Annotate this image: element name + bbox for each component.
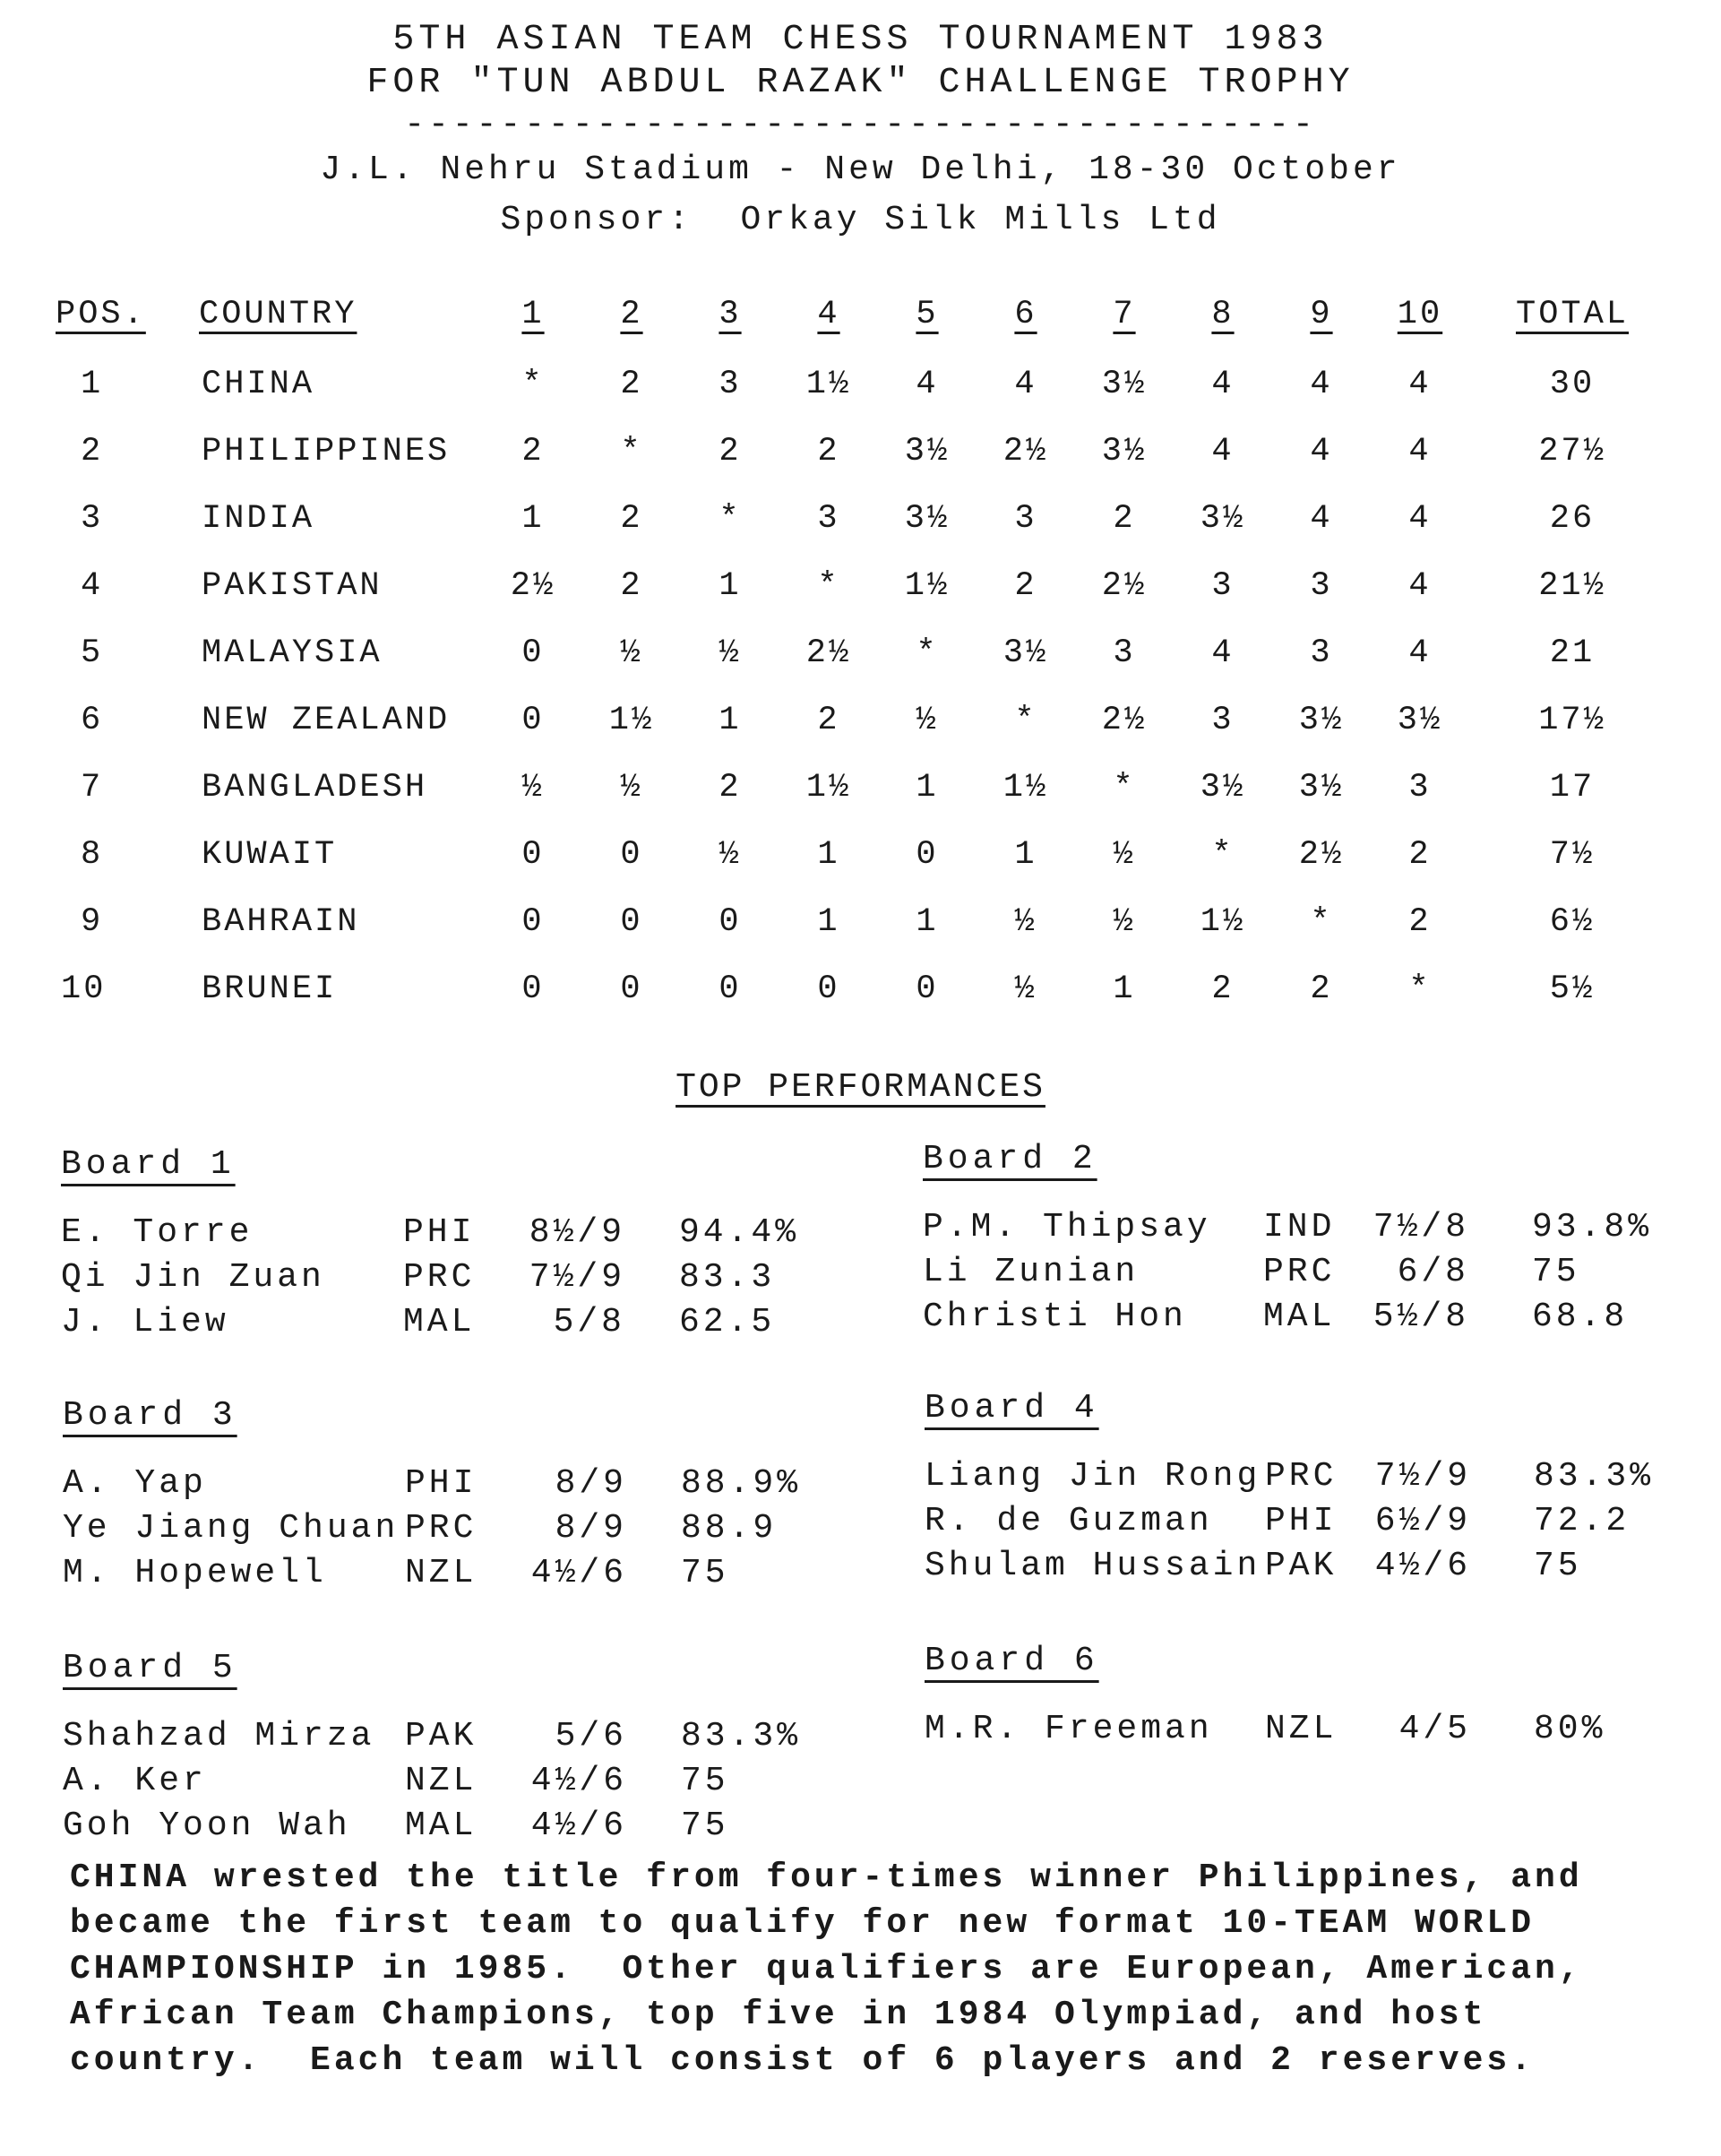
row-score: 4 bbox=[1211, 634, 1235, 672]
row-pos: 8 bbox=[81, 836, 104, 874]
row-score: ½ bbox=[719, 634, 742, 672]
player-percentage: 62.5 bbox=[679, 1303, 776, 1341]
row-score: 2 bbox=[719, 433, 742, 470]
player-percentage: 75 bbox=[1534, 1547, 1582, 1585]
row-country: BANGLADESH bbox=[202, 769, 428, 806]
player-name: R. de Guzman bbox=[925, 1502, 1213, 1540]
row-score: 2 bbox=[1211, 970, 1235, 1008]
player-score: 7½/9 bbox=[1374, 1457, 1471, 1496]
row-pos: 7 bbox=[81, 769, 104, 806]
row-score: 3½ bbox=[1101, 433, 1148, 470]
row-score: 4 bbox=[1408, 500, 1432, 538]
row-score: ½ bbox=[1113, 903, 1136, 941]
row-pos: 4 bbox=[81, 567, 104, 605]
row-score: ½ bbox=[719, 836, 742, 874]
row-country: BRUNEI bbox=[202, 970, 338, 1008]
board-title: Board 6 bbox=[925, 1642, 1099, 1680]
player-team: PAK bbox=[1265, 1547, 1338, 1585]
player-score: 8/9 bbox=[555, 1509, 627, 1548]
row-pos: 5 bbox=[81, 634, 104, 672]
board-title: Board 1 bbox=[61, 1145, 236, 1184]
row-score: 4 bbox=[1408, 433, 1432, 470]
player-team: PHI bbox=[405, 1464, 478, 1503]
player-team: PRC bbox=[403, 1258, 476, 1297]
row-score: 3 bbox=[1310, 567, 1333, 605]
row-score: 1 bbox=[817, 903, 840, 941]
row-score: 2 bbox=[1408, 903, 1432, 941]
row-score: * bbox=[1408, 970, 1432, 1008]
row-pos: 2 bbox=[81, 433, 104, 470]
row-country: INDIA bbox=[202, 500, 315, 538]
row-total: 17½ bbox=[1538, 702, 1606, 739]
row-score: 2 bbox=[1408, 836, 1432, 874]
doc-subtitle: FOR "TUN ABDUL RAZAK" CHALLENGE TROPHY bbox=[366, 63, 1355, 103]
player-score: 7½/9 bbox=[529, 1258, 625, 1297]
row-score: 2½ bbox=[1101, 567, 1148, 605]
player-name: A. Yap bbox=[63, 1464, 207, 1503]
header-total: TOTAL bbox=[1515, 296, 1630, 333]
row-score: * bbox=[719, 500, 742, 538]
row-score: 2 bbox=[521, 433, 545, 470]
row-pos: 10 bbox=[61, 970, 107, 1008]
row-score: 2½ bbox=[1298, 836, 1345, 874]
player-score: 4½/6 bbox=[530, 1807, 627, 1845]
header-col: 9 bbox=[1310, 296, 1333, 333]
row-total: 17 bbox=[1549, 769, 1596, 806]
row-score: 3 bbox=[1408, 769, 1432, 806]
row-score: 1 bbox=[817, 836, 840, 874]
player-team: MAL bbox=[403, 1303, 476, 1341]
row-score: ½ bbox=[1014, 970, 1037, 1008]
player-name: Shulam Hussain bbox=[925, 1547, 1261, 1585]
row-score: 1 bbox=[719, 567, 742, 605]
row-score: * bbox=[620, 433, 643, 470]
sponsor-line: Sponsor: Orkay Silk Mills Ltd bbox=[500, 201, 1221, 239]
row-score: 1½ bbox=[1002, 769, 1049, 806]
row-total: 27½ bbox=[1538, 433, 1606, 470]
footer-line: African Team Champions, top five in 1984 Olympiad, and host bbox=[70, 1996, 1487, 2034]
footer-line: country. Each team will consist of 6 players and 2 reserves. bbox=[70, 2041, 1536, 2080]
row-score: 2½ bbox=[510, 567, 556, 605]
player-name: Shahzad Mirza bbox=[63, 1717, 375, 1755]
player-name: Li Zunian bbox=[923, 1253, 1140, 1291]
row-score: 2 bbox=[620, 500, 643, 538]
player-score: 6/8 bbox=[1397, 1253, 1469, 1291]
row-score: 3 bbox=[719, 366, 742, 403]
header-col: 7 bbox=[1113, 296, 1136, 333]
row-score: 1 bbox=[1014, 836, 1037, 874]
player-score: 4/5 bbox=[1398, 1710, 1471, 1748]
row-score: 3½ bbox=[1298, 769, 1345, 806]
player-percentage: 83.3% bbox=[1534, 1457, 1655, 1496]
row-score: 2½ bbox=[1101, 702, 1148, 739]
board-title: Board 5 bbox=[63, 1649, 237, 1687]
row-score: 2 bbox=[1113, 500, 1136, 538]
player-team: PAK bbox=[405, 1717, 478, 1755]
row-total: 26 bbox=[1549, 500, 1596, 538]
player-percentage: 88.9 bbox=[681, 1509, 778, 1548]
row-score: 0 bbox=[521, 970, 545, 1008]
row-pos: 6 bbox=[81, 702, 104, 739]
row-score: 4 bbox=[1310, 500, 1333, 538]
row-score: 3½ bbox=[1002, 634, 1049, 672]
player-name: Qi Jin Zuan bbox=[61, 1258, 325, 1297]
row-pos: 1 bbox=[81, 366, 104, 403]
row-score: 0 bbox=[521, 836, 545, 874]
row-score: 4 bbox=[1408, 366, 1432, 403]
header-col: 1 bbox=[521, 296, 545, 333]
player-name: E. Torre bbox=[61, 1213, 254, 1252]
row-score: 0 bbox=[620, 970, 643, 1008]
player-team: NZL bbox=[405, 1762, 478, 1800]
row-score: 3½ bbox=[1200, 769, 1246, 806]
footer-line: CHINA wrested the title from four-times winner Philippines, and bbox=[70, 1858, 1583, 1897]
row-score: 3 bbox=[1211, 567, 1235, 605]
row-score: 2 bbox=[817, 702, 840, 739]
player-percentage: 80% bbox=[1534, 1710, 1606, 1748]
header-col: 5 bbox=[916, 296, 939, 333]
board-title: Board 4 bbox=[925, 1389, 1099, 1427]
row-total: 21 bbox=[1549, 634, 1596, 672]
row-score: 1½ bbox=[904, 567, 951, 605]
player-percentage: 72.2 bbox=[1534, 1502, 1631, 1540]
row-country: CHINA bbox=[202, 366, 315, 403]
player-percentage: 75 bbox=[1532, 1253, 1580, 1291]
row-total: 7½ bbox=[1549, 836, 1596, 874]
player-team: PRC bbox=[1263, 1253, 1336, 1291]
player-score: 4½/6 bbox=[530, 1554, 627, 1592]
row-score: 3½ bbox=[1298, 702, 1345, 739]
header-country: COUNTRY bbox=[199, 296, 357, 333]
header-col: 8 bbox=[1211, 296, 1235, 333]
row-score: 1 bbox=[916, 903, 939, 941]
row-score: 3 bbox=[1014, 500, 1037, 538]
player-team: PHI bbox=[403, 1213, 476, 1252]
row-score: 2½ bbox=[805, 634, 852, 672]
row-country: PHILIPPINES bbox=[202, 433, 451, 470]
venue-line: J.L. Nehru Stadium - New Delhi, 18-30 October bbox=[320, 151, 1401, 189]
player-name: M.R. Freeman bbox=[925, 1710, 1213, 1748]
row-score: * bbox=[1113, 769, 1136, 806]
footer-line: became the first team to qualify for new format 10-TEAM WORLD bbox=[70, 1904, 1536, 1943]
row-country: MALAYSIA bbox=[202, 634, 383, 672]
row-score: 4 bbox=[1408, 567, 1432, 605]
footer-line: CHAMPIONSHIP in 1985. Other qualifiers are European, American, bbox=[70, 1950, 1583, 1988]
row-score: 4 bbox=[916, 366, 939, 403]
player-percentage: 75 bbox=[681, 1807, 729, 1845]
header-col: 4 bbox=[817, 296, 840, 333]
row-score: 3 bbox=[1310, 634, 1333, 672]
row-score: 3½ bbox=[1101, 366, 1148, 403]
row-country: PAKISTAN bbox=[202, 567, 383, 605]
row-score: 0 bbox=[620, 836, 643, 874]
board-title: Board 2 bbox=[923, 1140, 1097, 1178]
row-score: 1½ bbox=[805, 366, 852, 403]
header-col: 3 bbox=[719, 296, 742, 333]
player-name: A. Ker bbox=[63, 1762, 207, 1800]
row-score: 0 bbox=[817, 970, 840, 1008]
row-score: 1 bbox=[719, 702, 742, 739]
player-percentage: 88.9% bbox=[681, 1464, 802, 1503]
row-score: 4 bbox=[1211, 433, 1235, 470]
row-score: 2 bbox=[620, 366, 643, 403]
player-percentage: 75 bbox=[681, 1762, 729, 1800]
player-percentage: 68.8 bbox=[1532, 1298, 1629, 1336]
row-score: 4 bbox=[1211, 366, 1235, 403]
player-name: J. Liew bbox=[61, 1303, 229, 1341]
row-score: 1 bbox=[521, 500, 545, 538]
player-score: 7½/8 bbox=[1372, 1208, 1469, 1246]
player-percentage: 94.4% bbox=[679, 1213, 800, 1252]
player-name: Goh Yoon Wah bbox=[63, 1807, 351, 1845]
row-total: 5½ bbox=[1549, 970, 1596, 1008]
row-score: 1 bbox=[1113, 970, 1136, 1008]
row-score: 2 bbox=[817, 433, 840, 470]
row-score: * bbox=[521, 366, 545, 403]
row-score: * bbox=[916, 634, 939, 672]
player-name: Ye Jiang Chuan bbox=[63, 1509, 400, 1548]
row-score: * bbox=[1211, 836, 1235, 874]
player-name: M. Hopewell bbox=[63, 1554, 327, 1592]
player-score: 4½/6 bbox=[530, 1762, 627, 1800]
row-score: ½ bbox=[1113, 836, 1136, 874]
header-pos: POS. bbox=[56, 296, 146, 333]
row-score: 0 bbox=[719, 970, 742, 1008]
row-pos: 3 bbox=[81, 500, 104, 538]
row-total: 6½ bbox=[1549, 903, 1596, 941]
doc-title: 5TH ASIAN TEAM CHESS TOURNAMENT 1983 bbox=[392, 20, 1329, 60]
row-country: KUWAIT bbox=[202, 836, 338, 874]
row-score: 0 bbox=[719, 903, 742, 941]
row-score: 0 bbox=[521, 903, 545, 941]
row-score: * bbox=[1310, 903, 1333, 941]
player-score: 8/9 bbox=[555, 1464, 627, 1503]
row-score: 0 bbox=[521, 702, 545, 739]
row-score: ½ bbox=[521, 769, 545, 806]
player-percentage: 75 bbox=[681, 1554, 729, 1592]
row-score: 0 bbox=[916, 970, 939, 1008]
row-total: 21½ bbox=[1538, 567, 1606, 605]
row-score: 0 bbox=[521, 634, 545, 672]
row-score: * bbox=[817, 567, 840, 605]
player-percentage: 83.3% bbox=[681, 1717, 802, 1755]
row-score: 2½ bbox=[1002, 433, 1049, 470]
title-rule: -------------------------------------- bbox=[404, 106, 1317, 144]
row-score: 1½ bbox=[805, 769, 852, 806]
row-score: 3½ bbox=[904, 433, 951, 470]
row-score: ½ bbox=[916, 702, 939, 739]
footer-paragraph bbox=[70, 1855, 1665, 2083]
row-score: 4 bbox=[1014, 366, 1037, 403]
row-score: 3 bbox=[817, 500, 840, 538]
row-score: 4 bbox=[1408, 634, 1432, 672]
row-score: 1½ bbox=[608, 702, 655, 739]
row-score: 1 bbox=[916, 769, 939, 806]
row-score: 3½ bbox=[904, 500, 951, 538]
player-percentage: 83.3 bbox=[679, 1258, 776, 1297]
player-percentage: 93.8% bbox=[1532, 1208, 1653, 1246]
row-score: 4 bbox=[1310, 366, 1333, 403]
top-performances-title: TOP PERFORMANCES bbox=[675, 1068, 1046, 1107]
player-name: P.M. Thipsay bbox=[923, 1208, 1211, 1246]
board-title: Board 3 bbox=[63, 1396, 237, 1435]
player-team: NZL bbox=[405, 1554, 478, 1592]
row-score: 2 bbox=[1310, 970, 1333, 1008]
player-score: 4½/6 bbox=[1374, 1547, 1471, 1585]
player-name: Christi Hon bbox=[923, 1298, 1187, 1336]
row-pos: 9 bbox=[81, 903, 104, 941]
row-score: 0 bbox=[916, 836, 939, 874]
row-score: ½ bbox=[620, 769, 643, 806]
header-col: 10 bbox=[1397, 296, 1443, 333]
row-score: 3 bbox=[1211, 702, 1235, 739]
row-score: ½ bbox=[1014, 903, 1037, 941]
player-score: 5/8 bbox=[553, 1303, 625, 1341]
row-country: BAHRAIN bbox=[202, 903, 360, 941]
row-score: 3½ bbox=[1397, 702, 1443, 739]
player-score: 5½/8 bbox=[1372, 1298, 1469, 1336]
row-score: ½ bbox=[620, 634, 643, 672]
player-team: PHI bbox=[1265, 1502, 1338, 1540]
header-col: 2 bbox=[620, 296, 643, 333]
player-team: PRC bbox=[1265, 1457, 1338, 1496]
row-score: 1½ bbox=[1200, 903, 1246, 941]
row-score: 2 bbox=[719, 769, 742, 806]
player-team: NZL bbox=[1265, 1710, 1338, 1748]
row-total: 30 bbox=[1549, 366, 1596, 403]
header-col: 6 bbox=[1014, 296, 1037, 333]
player-name: Liang Jin Rong bbox=[925, 1457, 1261, 1496]
player-score: 5/6 bbox=[555, 1717, 627, 1755]
player-team: IND bbox=[1263, 1208, 1336, 1246]
row-score: 3 bbox=[1113, 634, 1136, 672]
row-country: NEW ZEALAND bbox=[202, 702, 451, 739]
row-score: 3½ bbox=[1200, 500, 1246, 538]
row-score: 2 bbox=[620, 567, 643, 605]
row-score: 4 bbox=[1310, 433, 1333, 470]
player-team: MAL bbox=[1263, 1298, 1336, 1336]
player-team: MAL bbox=[405, 1807, 478, 1845]
row-score: 2 bbox=[1014, 567, 1037, 605]
row-score: * bbox=[1014, 702, 1037, 739]
player-score: 6½/9 bbox=[1374, 1502, 1471, 1540]
player-score: 8½/9 bbox=[529, 1213, 625, 1252]
row-score: 0 bbox=[620, 903, 643, 941]
player-team: PRC bbox=[405, 1509, 478, 1548]
